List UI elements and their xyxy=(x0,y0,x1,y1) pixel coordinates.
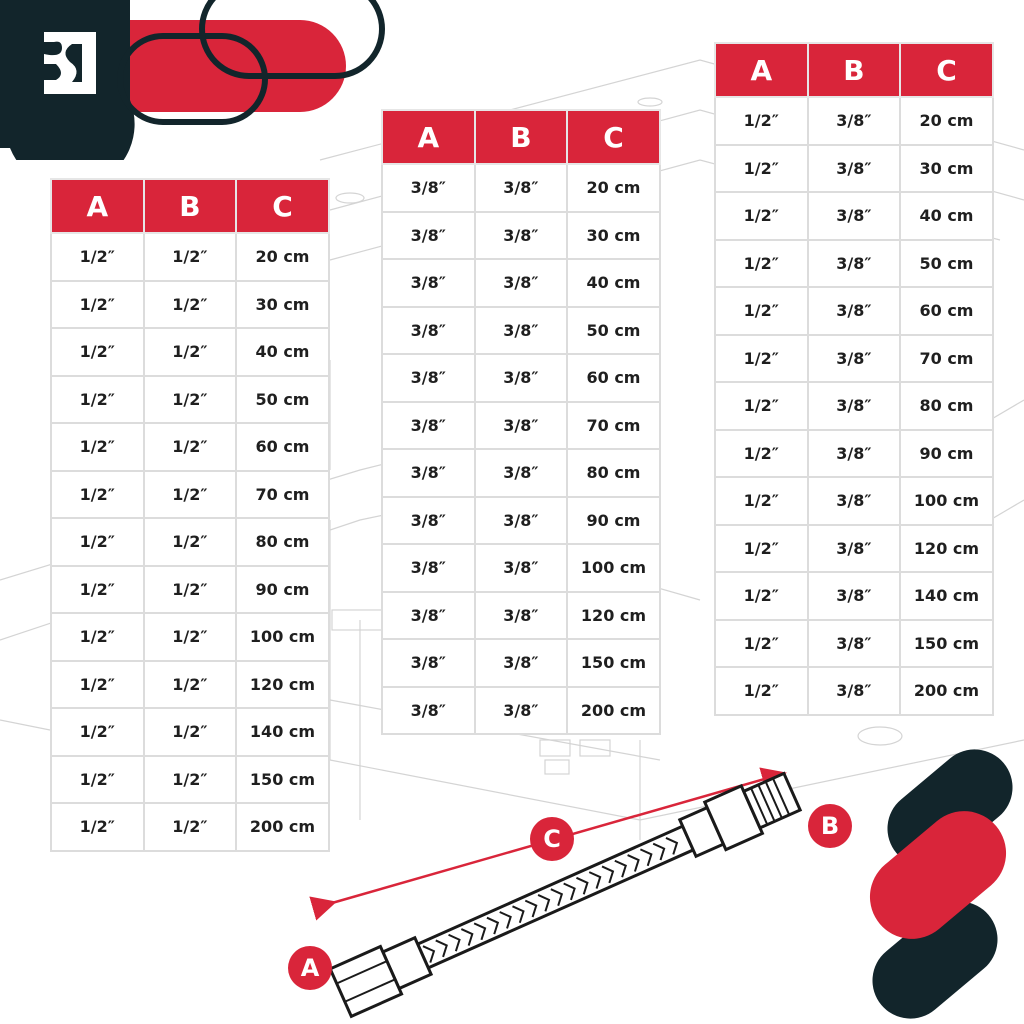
cell-a: 3/8″ xyxy=(382,402,475,450)
table-row xyxy=(715,240,993,288)
table-row xyxy=(715,667,993,715)
cell-a: 3/8″ xyxy=(382,592,475,640)
table-row xyxy=(715,287,993,335)
cell-b: 1/2″ xyxy=(144,328,237,376)
cell-c: 30 cm xyxy=(900,145,993,193)
cell-b: 3/8″ xyxy=(808,192,901,240)
table-row xyxy=(715,382,993,430)
cell-c: 100 cm xyxy=(236,613,329,661)
cell-c: 140 cm xyxy=(900,572,993,620)
cell-b: 1/2″ xyxy=(144,661,237,709)
table-row xyxy=(382,544,660,592)
cell-b: 1/2″ xyxy=(144,756,237,804)
table-row xyxy=(382,592,660,640)
header-c: C xyxy=(236,179,329,233)
cell-a: 3/8″ xyxy=(382,212,475,260)
size-table-2 xyxy=(381,109,661,735)
cell-b: 3/8″ xyxy=(475,592,568,640)
cell-b: 3/8″ xyxy=(475,497,568,545)
cell-a: 1/2″ xyxy=(51,423,144,471)
cell-a: 1/2″ xyxy=(715,287,808,335)
label-c-badge: C xyxy=(530,817,574,861)
cell-b: 3/8″ xyxy=(808,335,901,383)
cell-b: 1/2″ xyxy=(144,518,237,566)
cell-c: 80 cm xyxy=(236,518,329,566)
table-row xyxy=(715,97,993,145)
cell-b: 3/8″ xyxy=(808,525,901,573)
cell-a: 1/2″ xyxy=(715,572,808,620)
table-row xyxy=(382,402,660,450)
table-row xyxy=(382,212,660,260)
cell-b: 3/8″ xyxy=(808,97,901,145)
cell-b: 1/2″ xyxy=(144,803,237,851)
cell-b: 3/8″ xyxy=(808,477,901,525)
cell-c: 100 cm xyxy=(567,544,660,592)
cell-c: 70 cm xyxy=(236,471,329,519)
table-row xyxy=(51,613,329,661)
cell-a: 1/2″ xyxy=(715,192,808,240)
cell-a: 1/2″ xyxy=(51,756,144,804)
cell-c: 140 cm xyxy=(236,708,329,756)
table-row xyxy=(51,423,329,471)
cell-b: 1/2″ xyxy=(144,471,237,519)
header-b: B xyxy=(808,43,901,97)
cell-c: 90 cm xyxy=(236,566,329,614)
cell-a: 3/8″ xyxy=(382,497,475,545)
table-row xyxy=(382,449,660,497)
cell-c: 80 cm xyxy=(567,449,660,497)
cell-a: 1/2″ xyxy=(715,620,808,668)
cell-c: 20 cm xyxy=(900,97,993,145)
cell-c: 200 cm xyxy=(567,687,660,735)
cell-a: 3/8″ xyxy=(382,639,475,687)
brand-logo-icon xyxy=(44,32,96,94)
table-row xyxy=(51,708,329,756)
cell-a: 1/2″ xyxy=(51,566,144,614)
table-row xyxy=(715,430,993,478)
cell-b: 3/8″ xyxy=(808,145,901,193)
cell-b: 1/2″ xyxy=(144,376,237,424)
cell-a: 1/2″ xyxy=(715,382,808,430)
cell-a: 1/2″ xyxy=(715,335,808,383)
table-row xyxy=(715,145,993,193)
table-row xyxy=(51,376,329,424)
cell-c: 40 cm xyxy=(567,259,660,307)
cell-a: 3/8″ xyxy=(382,544,475,592)
table-row xyxy=(715,192,993,240)
table-row xyxy=(51,518,329,566)
cell-a: 3/8″ xyxy=(382,307,475,355)
cell-b: 1/2″ xyxy=(144,708,237,756)
header-b: B xyxy=(475,110,568,164)
table-row xyxy=(51,328,329,376)
table-row xyxy=(382,354,660,402)
cell-b: 3/8″ xyxy=(475,212,568,260)
cell-a: 3/8″ xyxy=(382,259,475,307)
cell-a: 1/2″ xyxy=(51,233,144,281)
cell-b: 3/8″ xyxy=(808,382,901,430)
cell-c: 20 cm xyxy=(567,164,660,212)
cell-a: 1/2″ xyxy=(715,525,808,573)
cell-b: 3/8″ xyxy=(808,430,901,478)
size-table-3 xyxy=(714,42,994,716)
cell-c: 30 cm xyxy=(236,281,329,329)
table-row xyxy=(51,233,329,281)
cell-b: 3/8″ xyxy=(808,620,901,668)
cell-b: 3/8″ xyxy=(475,354,568,402)
cell-c: 60 cm xyxy=(567,354,660,402)
cell-c: 60 cm xyxy=(900,287,993,335)
cell-b: 3/8″ xyxy=(475,544,568,592)
cell-a: 3/8″ xyxy=(382,164,475,212)
cell-c: 60 cm xyxy=(236,423,329,471)
table-row xyxy=(51,661,329,709)
header-a: A xyxy=(51,179,144,233)
cell-a: 1/2″ xyxy=(51,803,144,851)
cell-c: 20 cm xyxy=(236,233,329,281)
cell-c: 40 cm xyxy=(900,192,993,240)
cell-b: 3/8″ xyxy=(808,667,901,715)
table-row xyxy=(382,687,660,735)
brand-logo xyxy=(0,0,400,160)
table-row xyxy=(51,281,329,329)
cell-c: 90 cm xyxy=(567,497,660,545)
cell-c: 150 cm xyxy=(236,756,329,804)
cell-c: 150 cm xyxy=(567,639,660,687)
cell-c: 70 cm xyxy=(567,402,660,450)
cell-c: 70 cm xyxy=(900,335,993,383)
cell-a: 1/2″ xyxy=(51,518,144,566)
cell-c: 30 cm xyxy=(567,212,660,260)
cell-c: 200 cm xyxy=(236,803,329,851)
cell-b: 3/8″ xyxy=(475,307,568,355)
table-row xyxy=(51,471,329,519)
decorative-pills xyxy=(840,740,1024,1024)
table-body xyxy=(715,97,993,715)
cell-b: 1/2″ xyxy=(144,233,237,281)
table-row xyxy=(715,335,993,383)
cell-c: 120 cm xyxy=(900,525,993,573)
cell-a: 1/2″ xyxy=(715,477,808,525)
cell-b: 3/8″ xyxy=(808,572,901,620)
cell-c: 40 cm xyxy=(236,328,329,376)
cell-b: 3/8″ xyxy=(475,164,568,212)
cell-c: 50 cm xyxy=(900,240,993,288)
cell-b: 1/2″ xyxy=(144,566,237,614)
cell-a: 1/2″ xyxy=(51,328,144,376)
cell-c: 120 cm xyxy=(236,661,329,709)
cell-b: 3/8″ xyxy=(475,259,568,307)
cell-b: 3/8″ xyxy=(475,687,568,735)
cell-a: 1/2″ xyxy=(715,145,808,193)
cell-a: 1/2″ xyxy=(715,667,808,715)
table-row xyxy=(382,497,660,545)
header-c: C xyxy=(900,43,993,97)
cell-c: 100 cm xyxy=(900,477,993,525)
cell-b: 1/2″ xyxy=(144,423,237,471)
cell-c: 150 cm xyxy=(900,620,993,668)
cell-a: 3/8″ xyxy=(382,449,475,497)
cell-a: 1/2″ xyxy=(51,661,144,709)
label-a-badge: A xyxy=(288,946,332,990)
header-c: C xyxy=(567,110,660,164)
cell-a: 3/8″ xyxy=(382,687,475,735)
cell-b: 3/8″ xyxy=(808,240,901,288)
table-row xyxy=(382,639,660,687)
cell-c: 80 cm xyxy=(900,382,993,430)
braided-hose-icon xyxy=(280,760,840,1020)
cell-b: 3/8″ xyxy=(475,402,568,450)
cell-a: 1/2″ xyxy=(715,240,808,288)
label-b-badge: B xyxy=(808,804,852,848)
cell-a: 1/2″ xyxy=(715,430,808,478)
table-row xyxy=(715,620,993,668)
cell-a: 1/2″ xyxy=(51,471,144,519)
cell-c: 120 cm xyxy=(567,592,660,640)
cell-b: 3/8″ xyxy=(475,449,568,497)
cell-c: 50 cm xyxy=(236,376,329,424)
cell-b: 1/2″ xyxy=(144,613,237,661)
table-row xyxy=(715,572,993,620)
table-row xyxy=(382,307,660,355)
cell-a: 1/2″ xyxy=(715,97,808,145)
size-table-1 xyxy=(50,178,330,852)
cell-c: 200 cm xyxy=(900,667,993,715)
table-row xyxy=(382,164,660,212)
table-body xyxy=(382,164,660,734)
cell-a: 3/8″ xyxy=(382,354,475,402)
table-row xyxy=(51,566,329,614)
header-a: A xyxy=(715,43,808,97)
cell-b: 3/8″ xyxy=(475,639,568,687)
cell-a: 1/2″ xyxy=(51,281,144,329)
cell-a: 1/2″ xyxy=(51,613,144,661)
cell-a: 1/2″ xyxy=(51,708,144,756)
cell-b: 1/2″ xyxy=(144,281,237,329)
header-b: B xyxy=(144,179,237,233)
cell-c: 50 cm xyxy=(567,307,660,355)
header-a: A xyxy=(382,110,475,164)
cell-c: 90 cm xyxy=(900,430,993,478)
cell-a: 1/2″ xyxy=(51,376,144,424)
cell-b: 3/8″ xyxy=(808,287,901,335)
table-body xyxy=(51,233,329,851)
table-row xyxy=(715,477,993,525)
table-row xyxy=(382,259,660,307)
table-row xyxy=(715,525,993,573)
